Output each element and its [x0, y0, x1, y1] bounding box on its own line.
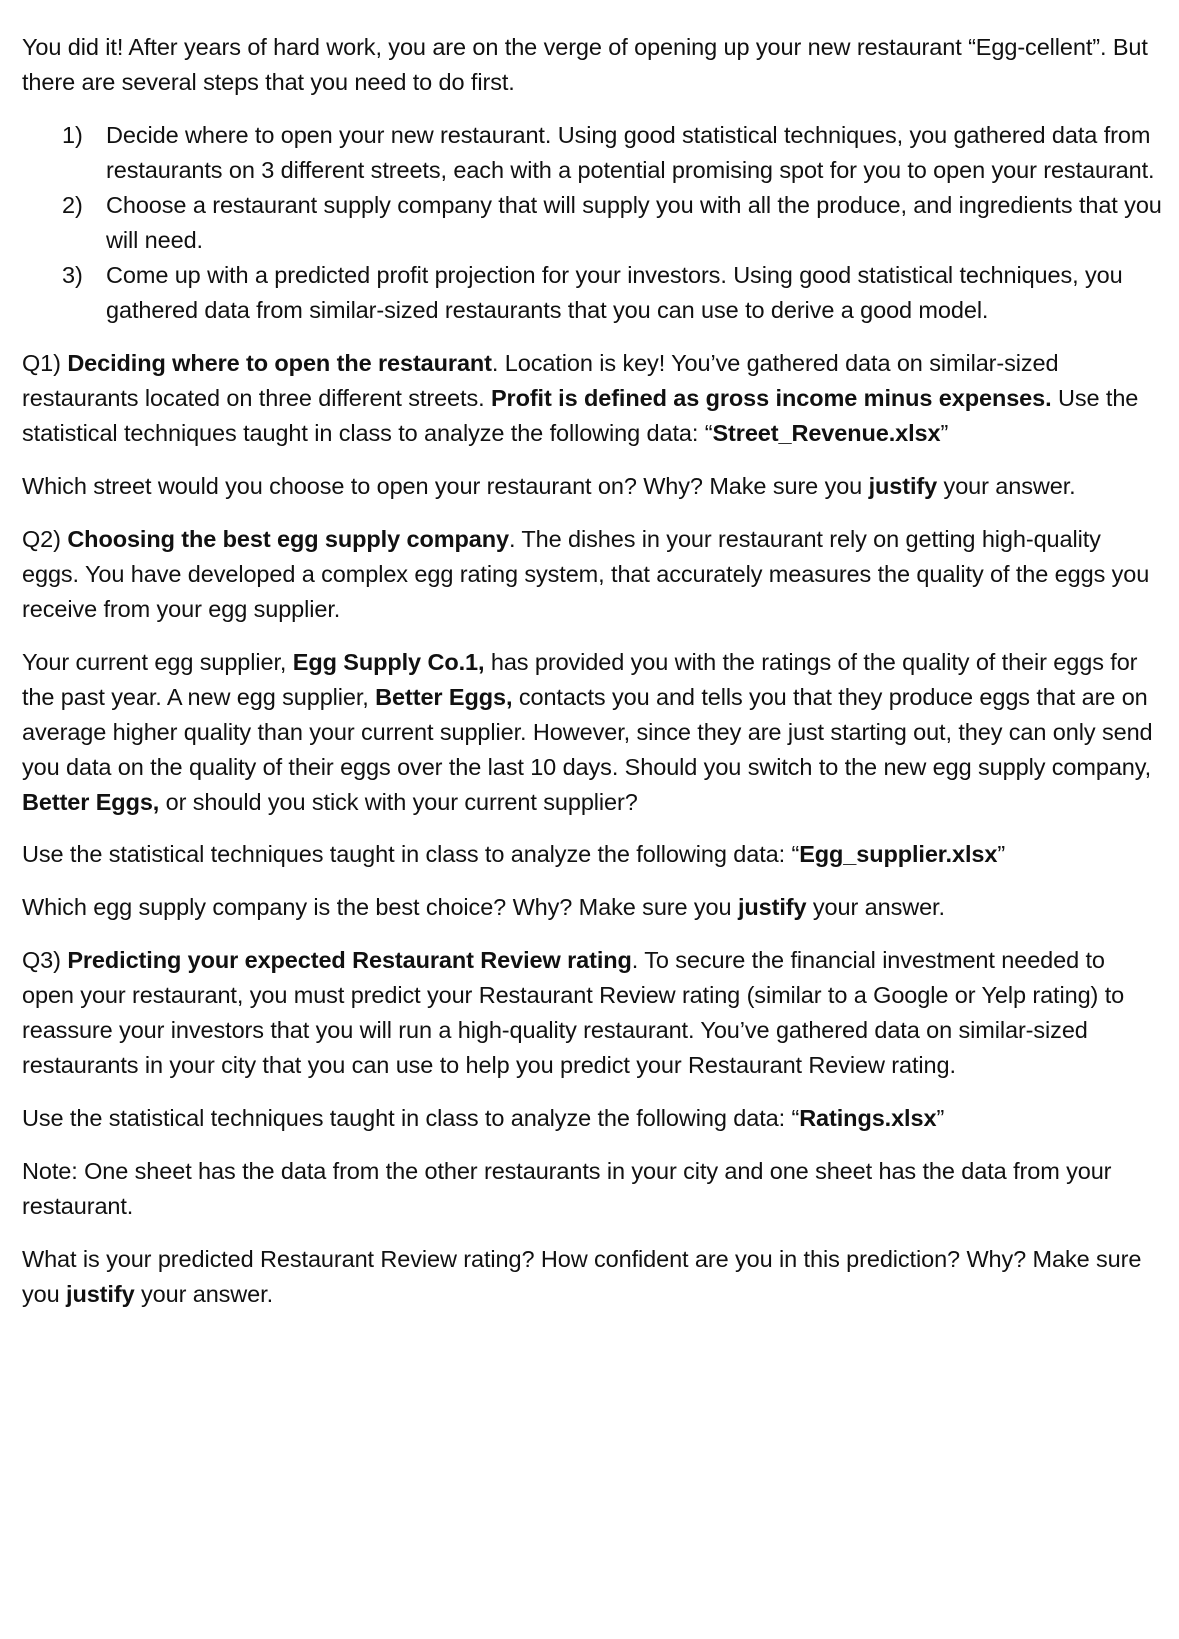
q1-justify: justify — [868, 473, 938, 499]
q2-data-text: Use the statistical techniques taught in class to analyze the following data: “ — [22, 841, 800, 867]
q2-text: . The dishes in your restaurant rely on getting high-quality eggs. You have developed a complex egg rating system, that accurately measures the quality of the eggs you receive from your egg supplier. — [22, 526, 1150, 622]
list-number: 1) — [62, 122, 83, 148]
q2-close-quote: ” — [997, 841, 1006, 867]
q3-label: Q3) — [22, 947, 68, 973]
q3-close-quote: ” — [936, 1105, 945, 1131]
q1-question — [22, 469, 1162, 504]
q2-data-paragraph — [22, 837, 1162, 872]
q3-question — [22, 1242, 1162, 1312]
q3-text: . To secure the financial investment needed to open your restaurant, you must predict your Restaurant Review rating (similar to a Google or Yelp rating) to reassure your investors that you will run a high-quality restaurant. You’ve gathered data on similar-sized restaurants in your city that you can use to help you predict your Restaurant Review rating. — [22, 947, 1125, 1078]
q3-question-end: your answer. — [134, 1281, 274, 1307]
q3-question-text: What is your predicted Restaurant Review rating? How confident are you in this prediction? Why? Make sure you — [22, 1246, 1142, 1307]
q2-question-text: Which egg supply company is the best choice? Why? Make sure you — [22, 894, 738, 920]
intro-paragraph: You did it! After years of hard work, you are on the verge of opening up your new restaurant “Egg-cellent”. But there are several steps that you need to do first. — [22, 34, 1148, 95]
q2-supplier-text: contacts you and tells you that they produce eggs that are on average higher quality than your current supplier. However, since they are just starting out, they can only send you data on the quality of their eggs over the last 10 days. Should you switch to the new egg supply company, — [22, 684, 1153, 780]
q1-question-end: your answer. — [937, 473, 1076, 499]
q1-question-text: Which street would you choose to open your restaurant on? Why? Make sure you — [22, 473, 869, 499]
q1-file-name: Street_Revenue.xlsx — [712, 420, 941, 446]
q2-supplier-paragraph — [22, 645, 1162, 820]
q2-paragraph — [22, 522, 1162, 627]
q1-heading: Deciding where to open the restaurant — [67, 350, 492, 376]
current-supplier-name: Egg Supply Co.1, — [292, 649, 485, 675]
q2-justify: justify — [737, 894, 807, 920]
q3-heading: Predicting your expected Restaurant Review rating — [67, 947, 632, 973]
q1-close-quote: ” — [940, 420, 949, 446]
list-item — [22, 118, 1162, 188]
q3-note: Note: One sheet has the data from the other restaurants in your city and one sheet has the data from your restaurant. — [22, 1158, 1112, 1219]
list-number: 3) — [62, 262, 83, 288]
q1-data-text: Use the statistical techniques taught in class to analyze the following data: “ — [22, 385, 1139, 446]
list-item-text: Choose a restaurant supply company that will supply you with all the produce, and ingredients that you will need. — [106, 192, 1162, 253]
list-item-text: Come up with a predicted profit projection for your investors. Using good statistical techniques, you gathered data from similar-sized restaurants that you can use to derive a good model. — [106, 262, 1123, 323]
q2-supplier-text: has provided you with the ratings of the quality of their eggs for the past year. A new egg supplier, — [22, 649, 1138, 710]
q1-label: Q1) — [22, 350, 68, 376]
q2-supplier-text: or should you stick with your current supplier? — [159, 789, 638, 815]
q2-file-name: Egg_supplier.xlsx — [799, 841, 998, 867]
q2-heading: Choosing the best egg supply company — [67, 526, 509, 552]
new-supplier-name: Better Eggs, — [22, 789, 160, 815]
q3-file-name: Ratings.xlsx — [799, 1105, 937, 1131]
q2-question-end: your answer. — [806, 894, 945, 920]
profit-definition: Profit is defined as gross income minus expenses. — [490, 385, 1052, 411]
q3-justify: justify — [66, 1281, 135, 1307]
q3-data-text: Use the statistical techniques taught in class to analyze the following data: “ — [22, 1105, 800, 1131]
list-number: 2) — [62, 192, 83, 218]
document-body — [22, 30, 1162, 1330]
q2-question — [22, 890, 1162, 925]
q2-label: Q2) — [22, 526, 68, 552]
list-item — [22, 188, 1162, 258]
list-item-text: Decide where to open your new restaurant. Using good statistical techniques, you gathered data from restaurants on 3 different streets, each with a potential promising spot for you to open your restaurant. — [106, 122, 1155, 183]
q2-supplier-text: Your current egg supplier, — [22, 649, 293, 675]
q3-paragraph — [22, 943, 1162, 1083]
list-item — [22, 258, 1162, 328]
q1-paragraph — [22, 346, 1162, 451]
q3-data-paragraph — [22, 1101, 1162, 1136]
new-supplier-name: Better Eggs, — [375, 684, 513, 710]
steps-list — [22, 118, 1162, 328]
q1-text: . Location is key! You’ve gathered data on similar-sized restaurants located on three different streets. — [22, 350, 1059, 411]
